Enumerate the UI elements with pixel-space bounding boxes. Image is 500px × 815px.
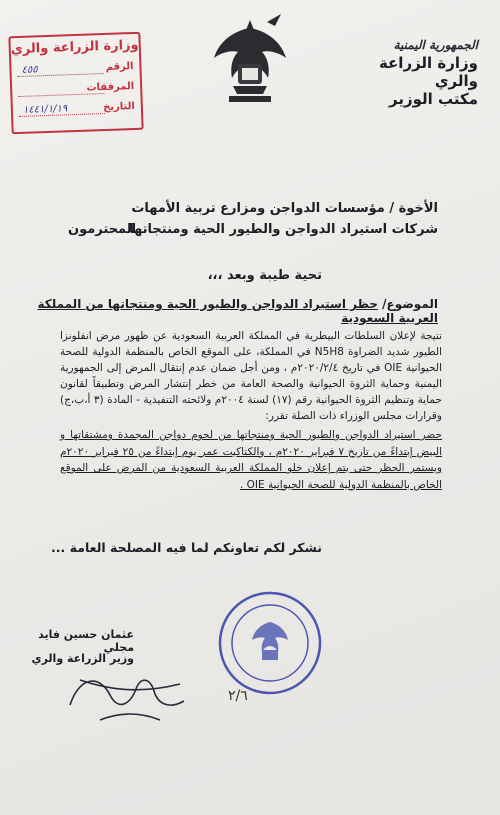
yemen-eagle-emblem-icon (205, 12, 295, 112)
ministry-name: وزارة الزراعة والري (378, 54, 478, 90)
stamp-date-row (19, 100, 135, 117)
signatory-name: عثمان حسين فايد مجلي (38, 628, 134, 654)
subject-label: الموضوع/ (382, 297, 438, 311)
body-paragraph: نتيجة لإعلان السلطات البيطرية في المملكة العربية السعودية عن ظهور مرض انفلونزا الطيور شديد الضراوة N5H8 في المملكة، على الموقع الخاص بالمنظمة الدولية للصحة الحيوانية OIE في تاريخ ٢٠٢٠/٢/٤م ، ومن أجل ضمان عدم إنتقال المرض إلى الجمهورية اليمنية وحماية الثروة الحيوانية والصحة العامة من خطر إنتشار المرض وتطبيقاً لقانون حماية وتنظيم الثروة الحيوانية رقم (١٧) لسنة ٢٠٠٤م ولائحته التنفيذية - المادة (٣ أ،ب،ج) وقرارات مجلس الوزراء ذات الصلة تقرر: (60, 330, 442, 422)
addressee-line-1 (131, 201, 438, 216)
official-seal-icon (215, 588, 325, 698)
addressee-prefix: الأخوة / (389, 201, 438, 216)
handwritten-signature (60, 660, 210, 730)
respected-label: المحترمون (68, 222, 137, 237)
decision-paragraph: حضر استيراد الدواجن والطيور الحية ومنتجاتها من لحوم دواجن المجمدة ومشتقاتها و البيض إبتداءً من تاريخ ٧ فبراير ٢٠٢٠م ، والكتاكيت عمر يوم إبتداءً من ٢٥ فبراير ٢٠٢٠م ويستمر الحظر حتى يتم إعلان خلو المملكة العربية السعودية من المرض على الموقع الخاص بالمنظمة الدولية للصحة الحيوانية OIE . (60, 429, 442, 491)
stamp-title: وزارة الزراعة والري (10, 37, 139, 58)
stamp-attachments-label: المرفقات (86, 80, 135, 94)
republic-name: الجمهورية اليمنية (393, 38, 478, 52)
addressee-recipient-1: مؤسسات الدواجن ومزارع تربية الأمهات (131, 201, 385, 216)
signatory-title: وزير الزراعة والري (31, 652, 134, 665)
subject-text: حظر استيراد الدواجن والطيور الحية ومنتجاتها من المملكة العربية السعودية (37, 297, 438, 325)
addressee-recipient-2: شركات استيراد الدواجن والطيور الحية ومنتجاتها (129, 222, 438, 237)
closing-thanks: نشكر لكم تعاونكم لما فيه المصلحة العامة ... (51, 540, 322, 555)
greeting: تحية طيبة وبعد ،،، (207, 268, 322, 283)
subject-line (0, 297, 438, 325)
stamp-number-label: الرقم (105, 60, 134, 73)
minister-office: مكتب الوزير (388, 90, 478, 108)
stamp-number-value: ٤٥٥ (21, 64, 38, 76)
stamp-date-label: التاريخ (102, 100, 136, 114)
stamp-date-value: ١٤٤١/١/١٩ (22, 103, 68, 116)
incoming-stamp (8, 32, 143, 135)
stamp-attachments-row (18, 80, 134, 97)
letterhead (348, 36, 478, 108)
signature-date: ٢/٦ (228, 688, 248, 704)
stamp-number-row (17, 60, 133, 77)
